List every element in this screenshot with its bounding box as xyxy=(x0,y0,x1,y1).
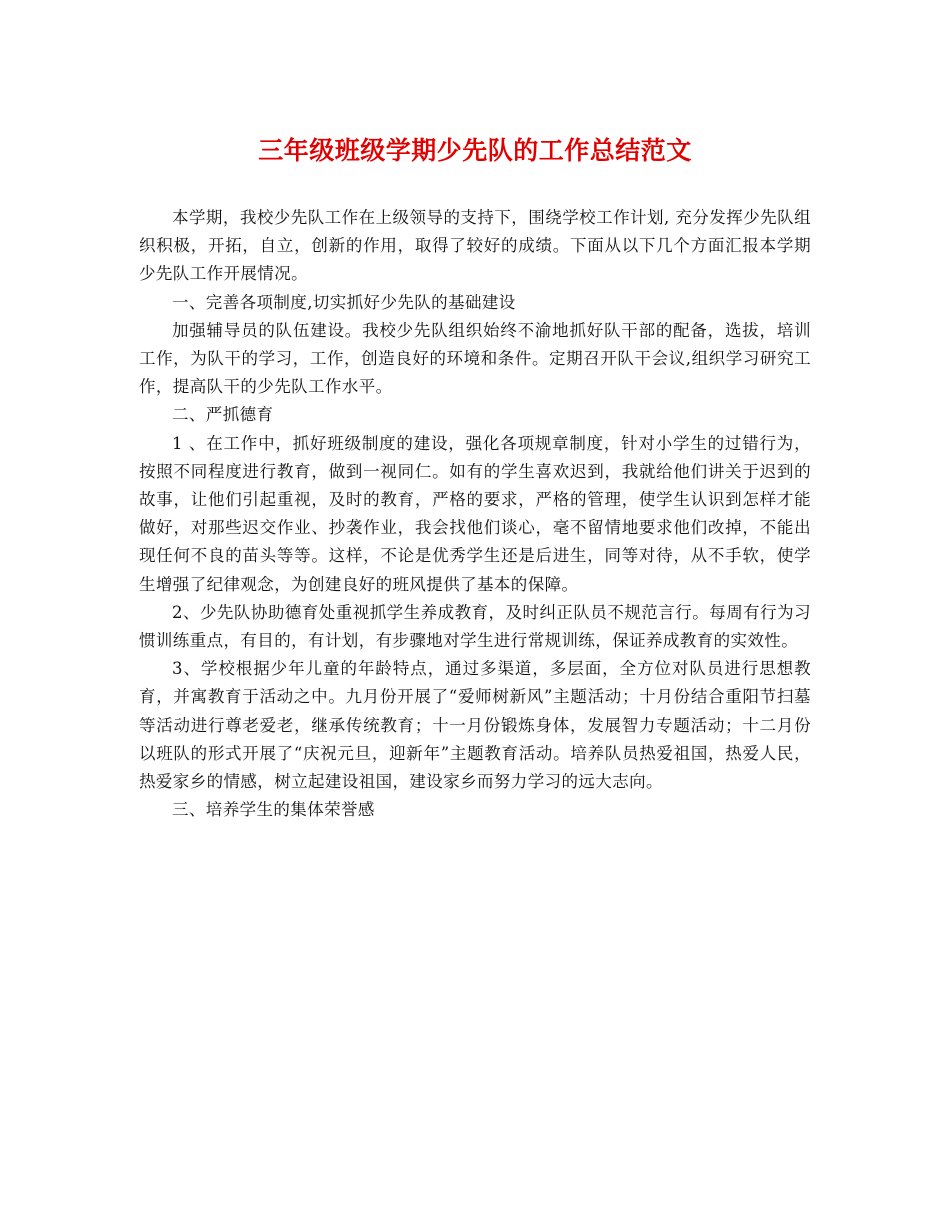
section-2-item-1: 1 、在工作中，抓好班级制度的建设，强化各项规章制度，针对小学生的过错行为，按照不同程度进行教育，做到一视同仁。如有的学生喜欢迟到，我就给他们讲关于迟到的故事，让他们引起重视，及时的教育，严格的要求，严格的管理，使学生认识到怎样才能做好，对那些迟交作业、抄袭作业，我会找他们谈心，毫不留情地要求他们改掉，不能出现任何不良的苗头等等。这样，不论是优秀学生还是后进生，同等对待，从不手软，使学生增强了纪律观念，为创建良好的班风提供了基本的保障。 xyxy=(139,433,811,594)
section-heading-1: 一、完善各项制度,切实抓好少先队的基础建设 xyxy=(172,292,516,312)
section-heading-2: 二、严抓德育 xyxy=(172,405,274,425)
document-body xyxy=(139,204,811,824)
section-1-paragraph: 加强辅导员的队伍建设。我校少先队组织始终不渝地抓好队干部的配备，选拔，培训工作，为队干的学习，工作，创造良好的环境和条件。定期召开队干会议,组织学习研究工作，提高队干的少先队工作水平。 xyxy=(139,320,811,397)
section-heading-3: 三、培养学生的集体荣誉感 xyxy=(172,800,375,820)
section-2-item-3: 3、学校根据少年儿童的年龄特点，通过多渠道，多层面，全方位对队员进行思想教育，并寓教育于活动之中。九月份开展了“爱师树新风”主题活动；十月份结合重阳节扫墓等活动进行尊老爱老，继承传统教育；十一月份锻炼身体，发展智力专题活动；十二月份以班队的形式开展了“庆祝元旦，迎新年”主题教育活动。培养队员热爱祖国，热爱人民，热爱家乡的情感，树立起建设祖国，建设家乡而努力学习的远大志向。 xyxy=(139,659,811,792)
section-2-item-2: 2、少先队协助德育处重视抓学生养成教育，及时纠正队员不规范言行。每周有行为习惯训练重点，有目的，有计划，有步骤地对学生进行常规训练，保证养成教育的实效性。 xyxy=(139,602,811,651)
intro-paragraph: 本学期，我校少先队工作在上级领导的支持下，围绕学校工作计划, 充分发挥少先队组织积极，开拓，自立，创新的作用，取得了较好的成绩。下面从以下几个方面汇报本学期少先队工作开展情况。 xyxy=(139,208,811,284)
document-title: 三年级班级学期少先队的工作总结范文 xyxy=(258,136,692,165)
